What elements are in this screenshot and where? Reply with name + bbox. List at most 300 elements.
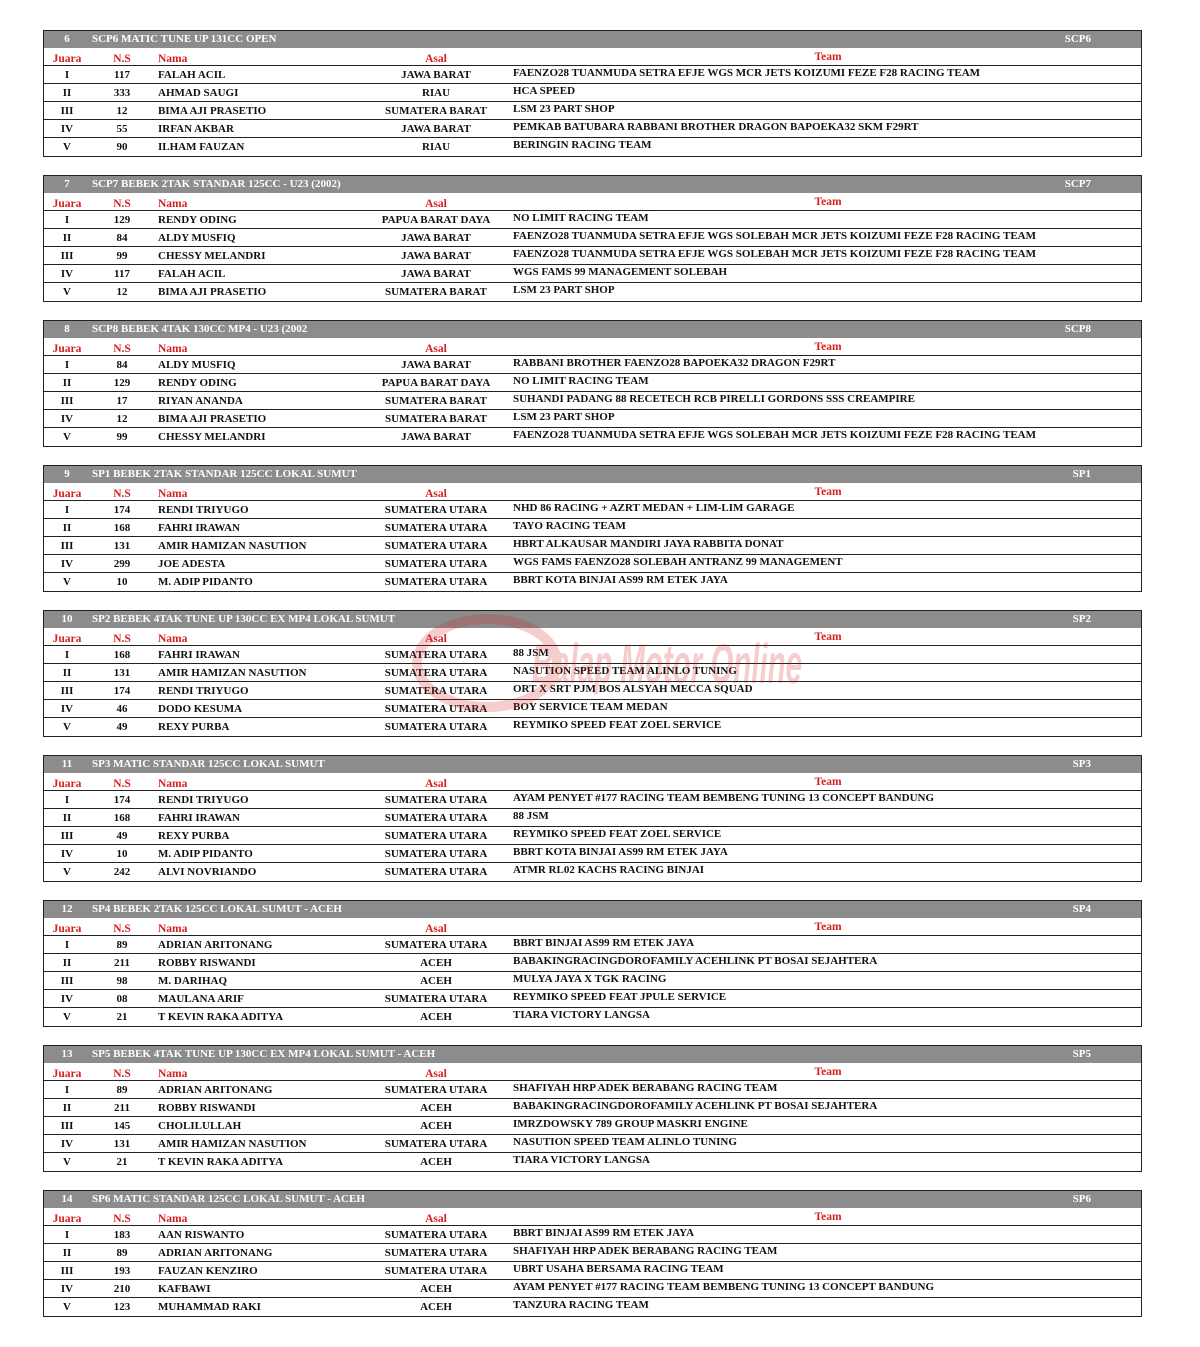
rank-cell: II — [62, 232, 72, 244]
result-block — [43, 900, 1142, 1027]
origin-cell: JAWA BARAT — [401, 250, 471, 262]
team-cell: BABAKINGRACINGDOROFAMILY ACEHLINK PT BOSAI SEJAHTERA — [513, 1100, 878, 1112]
origin-cell: SUMATERA UTARA — [384, 540, 488, 552]
rider-name-cell: ALDY MUSFIQ — [158, 232, 236, 244]
rank-cell: III — [60, 685, 74, 697]
table-row — [44, 102, 1141, 120]
class-header — [44, 321, 1141, 338]
column-header-team: Team — [814, 486, 842, 498]
rank-cell: I — [64, 939, 70, 951]
table-row — [44, 863, 1141, 881]
start-number-cell: 10 — [116, 576, 128, 588]
class-title: SCP6 MATIC TUNE UP 131CC OPEN — [92, 33, 277, 45]
rider-name-cell: FAUZAN KENZIRO — [158, 1265, 258, 1277]
rank-cell: V — [63, 286, 71, 298]
origin-cell: PAPUA BARAT DAYA — [381, 214, 491, 226]
team-cell: TIARA VICTORY LANGSA — [513, 1009, 650, 1021]
rider-name-cell: M. ADIP PIDANTO — [158, 576, 253, 588]
team-cell: NO LIMIT RACING TEAM — [513, 375, 649, 387]
table-row — [44, 700, 1141, 718]
column-header-row — [44, 193, 1141, 211]
rank-cell: IV — [60, 703, 74, 715]
column-header-team: Team — [814, 341, 842, 353]
start-number-cell: 131 — [113, 667, 131, 679]
team-cell: LSM 23 PART SHOP — [513, 103, 615, 115]
rank-cell: III — [60, 105, 74, 117]
class-title: SP2 BEBEK 4TAK TUNE UP 130CC EX MP4 LOKAL SUMUT — [92, 613, 396, 625]
class-number: 12 — [61, 903, 73, 915]
rank-cell: I — [64, 359, 70, 371]
team-cell: BERINGIN RACING TEAM — [513, 139, 652, 151]
team-cell: LSM 23 PART SHOP — [513, 284, 615, 296]
start-number-cell: 90 — [116, 141, 128, 153]
team-cell: NO LIMIT RACING TEAM — [513, 212, 649, 224]
class-number: 14 — [61, 1193, 73, 1205]
rank-cell: I — [64, 504, 70, 516]
team-cell: WGS FAMS 99 MANAGEMENT SOLEBAH — [513, 266, 728, 278]
team-cell: SUHANDI PADANG 88 RECETECH RCB PIRELLI GORDONS SSS CREAMPIRE — [513, 393, 915, 405]
start-number-cell: 174 — [113, 504, 131, 516]
origin-cell: SUMATERA BARAT — [385, 105, 487, 117]
rank-cell: II — [62, 957, 72, 969]
team-cell: RABBANI BROTHER FAENZO28 BAPOEKA32 DRAGON F29RT — [513, 357, 836, 369]
rank-cell: II — [62, 1102, 72, 1114]
column-header-ns: N.S — [113, 778, 131, 790]
rider-name-cell: ROBBY RISWANDI — [158, 957, 256, 969]
rank-cell: V — [63, 576, 71, 588]
rider-name-cell: BIMA AJI PRASETIO — [158, 286, 267, 298]
watermark-text: Balap Motor Online — [532, 632, 802, 695]
class-number: 10 — [61, 613, 73, 625]
origin-cell: RIAU — [421, 87, 451, 99]
class-number: 13 — [61, 1048, 73, 1060]
rider-name-cell: AHMAD SAUGI — [158, 87, 239, 99]
class-title: SP4 BEBEK 2TAK 125CC LOKAL SUMUT - ACEH — [92, 903, 342, 915]
origin-cell: SUMATERA UTARA — [384, 667, 488, 679]
column-header-nama: Nama — [158, 53, 188, 65]
team-cell: BBRT BINJAI AS99 RM ETEK JAYA — [513, 1227, 695, 1239]
result-block — [43, 465, 1142, 592]
column-header-asal: Asal — [425, 198, 447, 210]
start-number-cell: 10 — [116, 848, 128, 860]
rank-cell: I — [64, 69, 70, 81]
class-code: SP3 — [1072, 758, 1091, 770]
rank-cell: III — [60, 395, 74, 407]
team-cell: ATMR RL02 KACHS RACING BINJAI — [513, 864, 705, 876]
result-block — [43, 175, 1142, 302]
rider-name-cell: FALAH ACIL — [158, 268, 226, 280]
column-header-nama: Nama — [158, 1213, 188, 1225]
rider-name-cell: M. DARIHAQ — [158, 975, 228, 987]
result-block — [43, 320, 1142, 447]
rank-cell: I — [64, 214, 70, 226]
rank-cell: V — [63, 866, 71, 878]
team-cell: FAENZO28 TUANMUDA SETRA EFJE WGS SOLEBAH MCR JETS KOIZUMI FEZE F28 RACING TEAM — [513, 230, 1036, 242]
column-header-asal: Asal — [425, 778, 447, 790]
rider-name-cell: FAHRI IRAWAN — [158, 522, 240, 534]
class-header — [44, 466, 1141, 483]
table-row — [44, 718, 1141, 736]
team-cell: TANZURA RACING TEAM — [513, 1299, 649, 1311]
class-code: SP5 — [1072, 1048, 1091, 1060]
rider-name-cell: ALVI NOVRIANDO — [158, 866, 257, 878]
start-number-cell: 211 — [114, 1102, 130, 1114]
origin-cell: ACEH — [420, 975, 452, 987]
table-row — [44, 1117, 1141, 1135]
team-cell: HCA SPEED — [513, 85, 576, 97]
team-cell: FAENZO28 TUANMUDA SETRA EFJE WGS SOLEBAH MCR JETS KOIZUMI FEZE F28 RACING TEAM — [513, 429, 1036, 441]
team-cell: 88 JSM — [513, 810, 549, 822]
class-header — [44, 1046, 1141, 1063]
team-cell: SHAFIYAH HRP ADEK BERABANG RACING TEAM — [513, 1082, 778, 1094]
column-header-ns: N.S — [113, 53, 131, 65]
rank-cell: I — [64, 1229, 70, 1241]
team-cell: AYAM PENYET #177 RACING TEAM BEMBENG TUNING 13 CONCEPT BANDUNG — [513, 792, 935, 804]
origin-cell: SUMATERA BARAT — [385, 395, 487, 407]
origin-cell: SUMATERA UTARA — [384, 993, 488, 1005]
rider-name-cell: T KEVIN RAKA ADITYA — [158, 1011, 284, 1023]
rider-name-cell: AAN RISWANTO — [158, 1229, 245, 1241]
team-cell: FAENZO28 TUANMUDA SETRA EFJE WGS SOLEBAH MCR JETS KOIZUMI FEZE F28 RACING TEAM — [513, 248, 1036, 260]
start-number-cell: 99 — [116, 250, 128, 262]
team-cell: BABAKINGRACINGDOROFAMILY ACEHLINK PT BOSAI SEJAHTERA — [513, 955, 878, 967]
start-number-cell: 242 — [113, 866, 131, 878]
team-cell: SHAFIYAH HRP ADEK BERABANG RACING TEAM — [513, 1245, 778, 1257]
team-cell: TIARA VICTORY LANGSA — [513, 1154, 650, 1166]
rider-name-cell: BIMA AJI PRASETIO — [158, 413, 267, 425]
origin-cell: ACEH — [420, 1156, 452, 1168]
start-number-cell: 131 — [113, 1138, 131, 1150]
rank-cell: II — [62, 812, 72, 824]
column-header-juara: Juara — [52, 923, 82, 935]
table-row — [44, 374, 1141, 392]
column-header-row — [44, 918, 1141, 936]
column-header-juara: Juara — [52, 198, 82, 210]
table-row — [44, 1135, 1141, 1153]
class-number: 8 — [64, 323, 70, 335]
rider-name-cell: RIYAN ANANDA — [158, 395, 243, 407]
rider-name-cell: IRFAN AKBAR — [158, 123, 234, 135]
team-cell: MULYA JAYA X TGK RACING — [513, 973, 667, 985]
origin-cell: SUMATERA UTARA — [384, 1265, 488, 1277]
start-number-cell: 131 — [113, 540, 131, 552]
rank-cell: I — [64, 1084, 70, 1096]
team-cell: BBRT BINJAI AS99 RM ETEK JAYA — [513, 937, 695, 949]
table-row — [44, 1153, 1141, 1171]
rank-cell: V — [63, 1301, 71, 1313]
result-block — [43, 1190, 1142, 1317]
column-header-team: Team — [814, 1066, 842, 1078]
class-header — [44, 901, 1141, 918]
rider-name-cell: BIMA AJI PRASETIO — [158, 105, 267, 117]
rider-name-cell: ADRIAN ARITONANG — [158, 939, 273, 951]
table-row — [44, 211, 1141, 229]
rank-cell: IV — [60, 1138, 74, 1150]
rider-name-cell: KAFBAWI — [158, 1283, 211, 1295]
column-header-row — [44, 338, 1141, 356]
rider-name-cell: AMIR HAMIZAN NASUTION — [158, 667, 307, 679]
table-row — [44, 66, 1141, 84]
column-header-team: Team — [814, 921, 842, 933]
class-header — [44, 1191, 1141, 1208]
start-number-cell: 299 — [113, 558, 131, 570]
start-number-cell: 08 — [116, 993, 128, 1005]
start-number-cell: 21 — [116, 1156, 128, 1168]
rider-name-cell: ALDY MUSFIQ — [158, 359, 236, 371]
class-code: SP2 — [1072, 613, 1091, 625]
team-cell: UBRT USAHA BERSAMA RACING TEAM — [513, 1263, 724, 1275]
table-row — [44, 84, 1141, 102]
column-header-ns: N.S — [113, 923, 131, 935]
table-row — [44, 283, 1141, 301]
origin-cell: SUMATERA UTARA — [384, 522, 488, 534]
origin-cell: PAPUA BARAT DAYA — [381, 377, 491, 389]
rider-name-cell: CHOLILULLAH — [158, 1120, 242, 1132]
rank-cell: V — [63, 141, 71, 153]
table-row — [44, 519, 1141, 537]
column-header-ns: N.S — [113, 198, 131, 210]
table-row — [44, 954, 1141, 972]
class-title: SP5 BEBEK 4TAK TUNE UP 130CC EX MP4 LOKAL SUMUT - ACEH — [92, 1048, 436, 1060]
origin-cell: JAWA BARAT — [401, 69, 471, 81]
rank-cell: III — [60, 250, 74, 262]
start-number-cell: 98 — [116, 975, 128, 987]
result-block — [43, 30, 1142, 157]
column-header-row — [44, 483, 1141, 501]
rider-name-cell: RENDI TRIYUGO — [158, 504, 249, 516]
table-row — [44, 1226, 1141, 1244]
table-row — [44, 1298, 1141, 1316]
team-cell: BBRT KOTA BINJAI AS99 RM ETEK JAYA — [513, 846, 728, 858]
start-number-cell: 174 — [113, 794, 131, 806]
rank-cell: IV — [60, 123, 74, 135]
start-number-cell: 84 — [116, 232, 128, 244]
start-number-cell: 168 — [113, 812, 131, 824]
rider-name-cell: M. ADIP PIDANTO — [158, 848, 253, 860]
origin-cell: JAWA BARAT — [401, 431, 471, 443]
column-header-juara: Juara — [52, 343, 82, 355]
table-row — [44, 845, 1141, 863]
column-header-juara: Juara — [52, 1068, 82, 1080]
rider-name-cell: RENDY ODING — [158, 377, 237, 389]
table-row — [44, 229, 1141, 247]
start-number-cell: 168 — [113, 522, 131, 534]
column-header-row — [44, 48, 1141, 66]
origin-cell: SUMATERA UTARA — [384, 848, 488, 860]
rank-cell: IV — [60, 413, 74, 425]
table-row — [44, 555, 1141, 573]
class-code: SCP7 — [1064, 178, 1091, 190]
team-cell: BOY SERVICE TEAM MEDAN — [513, 701, 668, 713]
rider-name-cell: DODO KESUMA — [158, 703, 243, 715]
column-header-team: Team — [814, 1211, 842, 1223]
column-header-asal: Asal — [425, 1213, 447, 1225]
table-row — [44, 809, 1141, 827]
team-cell: TAYO RACING TEAM — [513, 520, 626, 532]
origin-cell: SUMATERA UTARA — [384, 576, 488, 588]
class-title: SP3 MATIC STANDAR 125CC LOKAL SUMUT — [92, 758, 325, 770]
rider-name-cell: AMIR HAMIZAN NASUTION — [158, 540, 307, 552]
column-header-nama: Nama — [158, 488, 188, 500]
column-header-team: Team — [814, 776, 842, 788]
class-number: 11 — [61, 758, 73, 770]
start-number-cell: 123 — [113, 1301, 131, 1313]
class-code: SP1 — [1072, 468, 1091, 480]
column-header-juara: Juara — [52, 488, 82, 500]
origin-cell: ACEH — [420, 1102, 452, 1114]
rider-name-cell: RENDY ODING — [158, 214, 237, 226]
rank-cell: IV — [60, 993, 74, 1005]
origin-cell: SUMATERA BARAT — [385, 413, 487, 425]
table-row — [44, 791, 1141, 809]
rank-cell: IV — [60, 848, 74, 860]
origin-cell: JAWA BARAT — [401, 359, 471, 371]
origin-cell: JAWA BARAT — [401, 123, 471, 135]
origin-cell: SUMATERA UTARA — [384, 1247, 488, 1259]
column-header-ns: N.S — [113, 488, 131, 500]
origin-cell: SUMATERA UTARA — [384, 866, 488, 878]
table-row — [44, 1081, 1141, 1099]
origin-cell: SUMATERA UTARA — [384, 1229, 488, 1241]
start-number-cell: 84 — [116, 359, 128, 371]
rank-cell: I — [64, 649, 70, 661]
table-row — [44, 972, 1141, 990]
origin-cell: SUMATERA UTARA — [384, 685, 488, 697]
column-header-asal: Asal — [425, 343, 447, 355]
team-cell: LSM 23 PART SHOP — [513, 411, 615, 423]
team-cell: WGS FAMS FAENZO28 SOLEBAH ANTRANZ 99 MANAGEMENT — [513, 556, 843, 568]
start-number-cell: 99 — [116, 431, 128, 443]
column-header-asal: Asal — [425, 923, 447, 935]
origin-cell: ACEH — [420, 1011, 452, 1023]
rank-cell: V — [63, 1156, 71, 1168]
rank-cell: V — [63, 431, 71, 443]
start-number-cell: 49 — [116, 721, 128, 733]
origin-cell: SUMATERA UTARA — [384, 721, 488, 733]
origin-cell: JAWA BARAT — [401, 268, 471, 280]
start-number-cell: 117 — [114, 268, 130, 280]
rider-name-cell: REXY PURBA — [158, 721, 230, 733]
column-header-row — [44, 773, 1141, 791]
team-cell: REYMIKO SPEED FEAT ZOEL SERVICE — [513, 719, 722, 731]
rank-cell: IV — [60, 558, 74, 570]
rider-name-cell: JOE ADESTA — [158, 558, 226, 570]
column-header-juara: Juara — [52, 778, 82, 790]
rank-cell: IV — [60, 268, 74, 280]
class-header — [44, 756, 1141, 773]
team-cell: REYMIKO SPEED FEAT ZOEL SERVICE — [513, 828, 722, 840]
table-row — [44, 392, 1141, 410]
team-cell: HBRT ALKAUSAR MANDIRI JAYA RABBITA DONAT — [513, 538, 784, 550]
rider-name-cell: FAHRI IRAWAN — [158, 812, 240, 824]
class-number: 6 — [64, 33, 70, 45]
result-block — [43, 610, 1142, 737]
table-row — [44, 356, 1141, 374]
column-header-juara: Juara — [52, 53, 82, 65]
class-code: SP6 — [1072, 1193, 1091, 1205]
start-number-cell: 117 — [114, 69, 130, 81]
table-row — [44, 1008, 1141, 1026]
class-title: SP1 BEBEK 2TAK STANDAR 125CC LOKAL SUMUT — [92, 468, 357, 480]
start-number-cell: 183 — [113, 1229, 131, 1241]
rider-name-cell: REXY PURBA — [158, 830, 230, 842]
rider-name-cell: ILHAM FAUZAN — [158, 141, 245, 153]
rank-cell: IV — [60, 1283, 74, 1295]
start-number-cell: 12 — [116, 286, 128, 298]
rider-name-cell: CHESSY MELANDRI — [158, 431, 266, 443]
start-number-cell: 49 — [116, 830, 128, 842]
table-row — [44, 990, 1141, 1008]
origin-cell: SUMATERA UTARA — [384, 939, 488, 951]
column-header-nama: Nama — [158, 343, 188, 355]
origin-cell: SUMATERA UTARA — [384, 649, 488, 661]
origin-cell: SUMATERA UTARA — [384, 794, 488, 806]
origin-cell: RIAU — [421, 141, 451, 153]
column-header-row — [44, 1208, 1141, 1226]
column-header-ns: N.S — [113, 1213, 131, 1225]
rank-cell: III — [60, 540, 74, 552]
origin-cell: SUMATERA UTARA — [384, 504, 488, 516]
rider-name-cell: ADRIAN ARITONANG — [158, 1247, 273, 1259]
rank-cell: III — [60, 830, 74, 842]
class-title: SP6 MATIC STANDAR 125CC LOKAL SUMUT - ACEH — [92, 1193, 365, 1205]
class-code: SP4 — [1072, 903, 1091, 915]
table-row — [44, 682, 1141, 700]
column-header-asal: Asal — [425, 488, 447, 500]
rider-name-cell: FAHRI IRAWAN — [158, 649, 240, 661]
class-code: SCP8 — [1064, 323, 1091, 335]
rank-cell: III — [60, 1120, 74, 1132]
start-number-cell: 21 — [116, 1011, 128, 1023]
origin-cell: SUMATERA UTARA — [384, 1084, 488, 1096]
rank-cell: II — [62, 87, 72, 99]
team-cell: NASUTION SPEED TEAM ALINLO TUNING — [513, 1136, 737, 1148]
origin-cell: SUMATERA BARAT — [385, 286, 487, 298]
rider-name-cell: MUHAMMAD RAKI — [158, 1301, 261, 1313]
origin-cell: ACEH — [420, 957, 452, 969]
origin-cell: ACEH — [420, 1120, 452, 1132]
team-cell: 88 JSM — [513, 647, 549, 659]
column-header-juara: Juara — [52, 633, 82, 645]
column-header-ns: N.S — [113, 1068, 131, 1080]
start-number-cell: 210 — [113, 1283, 131, 1295]
table-row — [44, 1099, 1141, 1117]
start-number-cell: 12 — [116, 413, 128, 425]
column-header-asal: Asal — [425, 633, 447, 645]
start-number-cell: 89 — [116, 939, 128, 951]
start-number-cell: 211 — [114, 957, 130, 969]
start-number-cell: 17 — [116, 395, 128, 407]
table-row — [44, 1262, 1141, 1280]
start-number-cell: 333 — [113, 87, 131, 99]
team-cell: REYMIKO SPEED FEAT JPULE SERVICE — [513, 991, 727, 1003]
rider-name-cell: CHESSY MELANDRI — [158, 250, 266, 262]
column-header-nama: Nama — [158, 923, 188, 935]
column-header-nama: Nama — [158, 1068, 188, 1080]
table-row — [44, 247, 1141, 265]
table-row — [44, 573, 1141, 591]
team-cell: IMRZDOWSKY 789 GROUP MASKRI ENGINE — [513, 1118, 748, 1130]
team-cell: PEMKAB BATUBARA RABBANI BROTHER DRAGON BAPOEKA32 SKM F29RT — [513, 121, 919, 133]
team-cell: BBRT KOTA BINJAI AS99 RM ETEK JAYA — [513, 574, 728, 586]
table-row — [44, 664, 1141, 682]
table-row — [44, 936, 1141, 954]
rider-name-cell: RENDI TRIYUGO — [158, 685, 249, 697]
class-code: SCP6 — [1064, 33, 1091, 45]
rank-cell: I — [64, 794, 70, 806]
column-header-ns: N.S — [113, 343, 131, 355]
start-number-cell: 12 — [116, 105, 128, 117]
